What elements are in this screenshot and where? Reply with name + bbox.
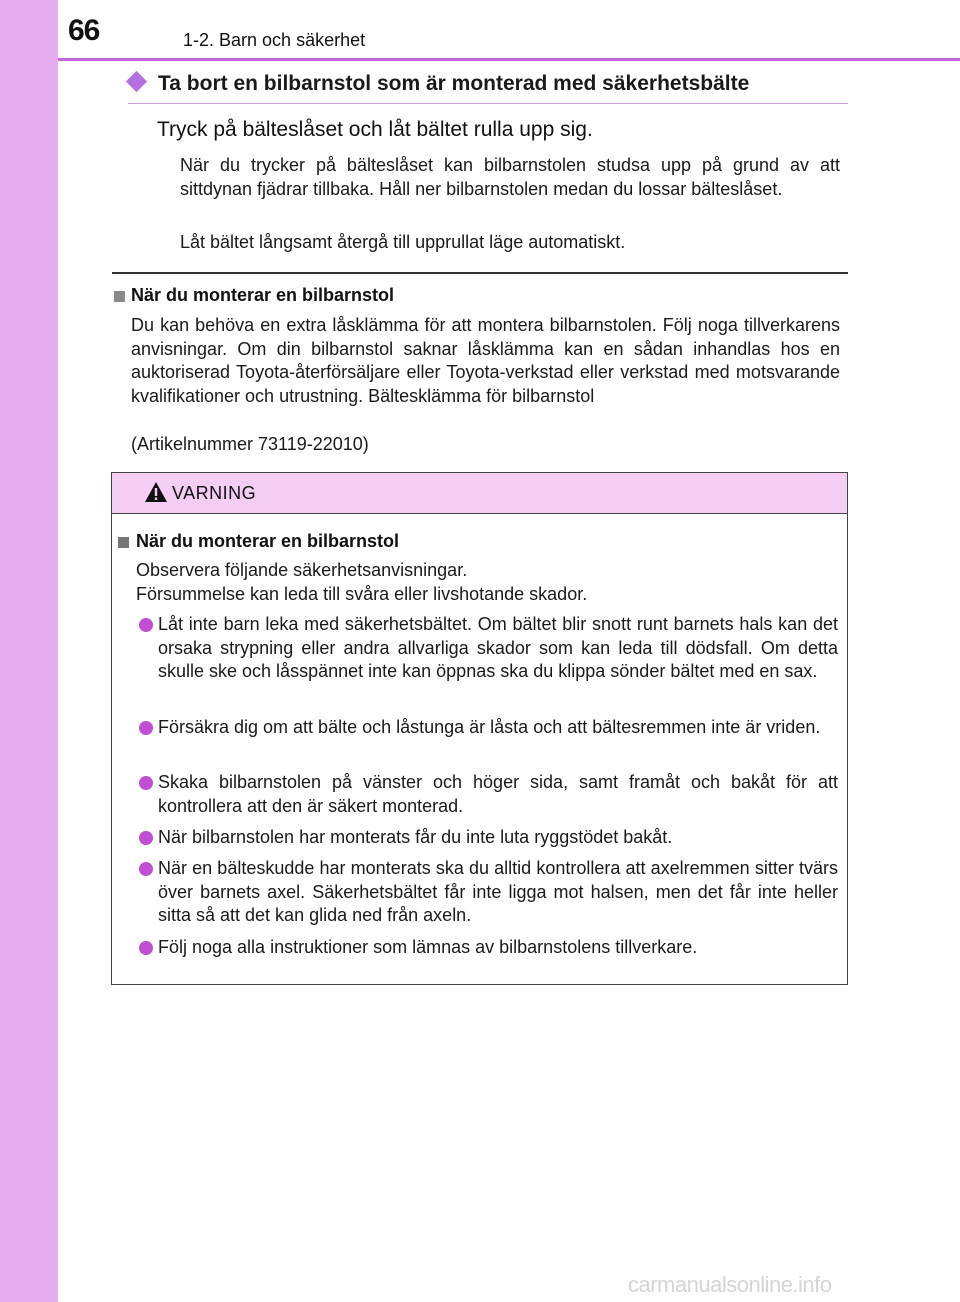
divider (112, 272, 848, 274)
warning-heading: När du monterar en bilbarnstol (136, 531, 400, 551)
square-bullet-icon (114, 291, 125, 302)
watermark: carmanualsonline.info (628, 1272, 832, 1297)
section-note-2: Låt bältet långsamt återgå till upprullat läge automatiskt. (180, 232, 626, 252)
warning-intro-2: Försummelse kan leda till svåra eller livshotande skador. (136, 584, 588, 604)
header-rule (58, 58, 960, 61)
bullet-dot-icon (139, 862, 153, 876)
chapter-sidebar (0, 0, 58, 1302)
bullet-dot-icon (139, 618, 153, 632)
warning-intro-1: Observera följande säkerhetsanvisningar. (136, 560, 468, 580)
warning-bullet-3: Skaka bilbarnstolen på vänster och höger sida, samt framåt och bakåt för att kontrollera att den är säkert monterad. (158, 772, 838, 816)
section-rule (128, 103, 848, 104)
warning-bullet-2: Försäkra dig om att bälte och låstunga är låsta och att bältesremmen inte är vriden. (158, 717, 821, 737)
bullet-dot-icon (139, 831, 153, 845)
warning-bullet-6: Följ noga alla instruktioner som lämnas av bilbarnstolens tillverkare. (158, 937, 698, 957)
info-body: Du kan behöva en extra låsklämma för att montera bilbarnstolen. Följ noga tillverkarens anvisningar. Om din bilbarnstol saknar låsklämma kan en sådan inhandlas hos en auktoriserad Toyota-återförsäljare eller Toyota-verkstad eller verkstad med motsvarande kvalifikationer och utrustning. Bältesklämma för bilbarnstol (131, 315, 840, 406)
section-note-1: När du trycker på bälteslåset kan bilbarnstolen studsa upp på grund av att sittdynan fjädrar tillbaka. Håll ner bilbarnstolen medan du lossar bälteslåset. (180, 155, 840, 199)
bullet-dot-icon (139, 776, 153, 790)
bullet-dot-icon (139, 721, 153, 735)
section-title: Ta bort en bilbarnstol som är monterad med säkerhetsbälte (158, 72, 750, 95)
page-number: 66 (68, 14, 100, 47)
bullet-dot-icon (139, 941, 153, 955)
section-lead: Tryck på bälteslåset och låt bältet rulla upp sig. (157, 118, 593, 141)
warning-triangle-icon (144, 481, 168, 503)
warning-bullet-5: När en bälteskudde har monterats ska du alltid kontrollera att axelremmen sitter tvärs över barnets axel. Säkerhetsbältet får inte ligga mot halsen, men det får inte heller sitta så att det kan glida ned från axeln. (158, 858, 838, 925)
diamond-icon (126, 71, 147, 92)
warning-bullet-4: När bilbarnstolen har monterats får du inte luta ryggstödet bakåt. (158, 827, 673, 847)
square-bullet-icon (118, 537, 129, 548)
chapter-header: 1-2. Barn och säkerhet (183, 30, 366, 50)
info-heading: När du monterar en bilbarnstol (131, 285, 395, 305)
warning-box (111, 472, 848, 985)
info-part-number: (Artikelnummer 73119-22010) (131, 434, 369, 454)
warning-header (112, 473, 847, 514)
warning-label: VARNING (172, 483, 257, 503)
warning-bullet-1: Låt inte barn leka med säkerhetsbältet. Om bältet blir snott runt barnets hals kan det orsaka strypning eller andra allvarliga skador som kan leda till dödsfall. Om detta skulle ske och låsspännet inte kan öppnas ska du klippa sönder bältet med en sax. (158, 614, 838, 681)
